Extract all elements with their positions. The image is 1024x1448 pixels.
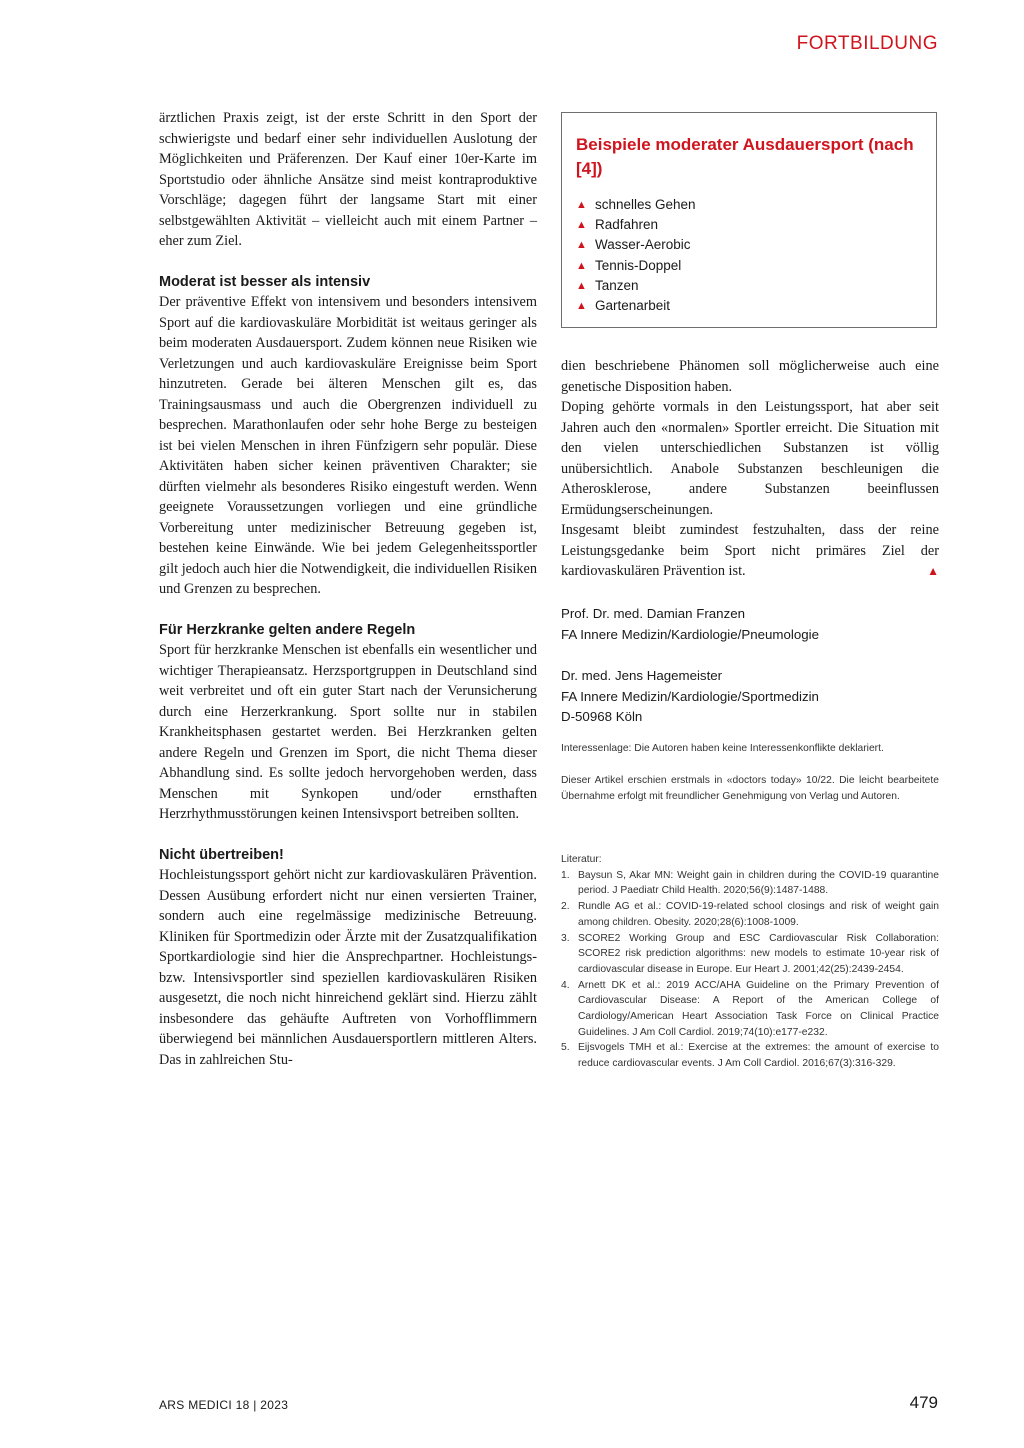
triangle-bullet-icon: ▲ <box>576 219 587 232</box>
reference-item: 3. SCORE2 Working Group and ESC Cardiovascular Risk Collaboration: SCORE2 risk prediction algorithms: new models to estimate 10-year risk of cardiovascular disease in Europe. Eur Heart J. 2001;42(25):2439-2454. <box>561 932 939 975</box>
paragraph-moderat: Der präventive Effekt von intensivem und besonders intensivem Sport auf die kardiovaskuläre Morbidität ist weitaus geringer als beim moderaten Ausdauersport. Zudem können neue Risiken wie Verletzungen und auch kardiovaskuläre Ereignisse beim Sport hinzutreten. Gerade bei älteren Menschen gilt es, das Trainingsausmass und auch die Obergrenzen individuell zu besprechen. Marathonlaufen oder sehr hohe Berge zu besteigen ist bei vielen Menschen in ihren Fünfzigern sehr populär. Diese Aktivitäten haben sicher keinen präventiven Charakter; sie dürften vielmehr als besonderes Risiko eingestuft werden. Wenn geeignete Voraussetzungen vorliegen und eine gründliche Vorbereitung unter medizinischer Betreuung gegeben ist, bestehen keine Einwände. Wie bei jedem Gelegenheitssportler gilt jedoch auch hier die Notwendigkeit, die individuellen Risiken und Grenzen zu besprechen. <box>159 294 537 597</box>
paragraph-doping: Doping gehörte vormals in den Leistungssport, hat aber seit Jahren auch den «normalen» Sportler erreicht. Die Situation mit den vielen unterschiedlichen Substanzen ist völlig unübersichtlich. Anabole Substanzen beschleunigen die Atherosklerose, andere Substanzen beeinflussen Ermüdungserscheinungen. <box>561 399 939 518</box>
paragraph-phaenomen: dien beschriebene Phänomen soll möglicherweise auch eine genetische Disposition haben. <box>561 358 939 395</box>
conflict-note: Interessenlage: Die Autoren haben keine Interessenkonflikte deklariert. <box>561 743 884 754</box>
list-item: ▲ Radfahren <box>576 215 922 235</box>
authors-block <box>561 604 939 749</box>
author-name: Prof. Dr. med. Damian Franzen <box>561 606 746 621</box>
triangle-bullet-icon: ▲ <box>576 279 587 292</box>
author-role: FA Innere Medizin/Kardiologie/Sportmedizin <box>561 688 819 704</box>
list-item: ▲ Wasser-Aerobic <box>576 235 922 255</box>
reference-item: 2. Rundle AG et al.: COVID-19-related school closings and risk of weight gain among children. Obesity. 2020;28(6):1008-1009. <box>561 901 939 928</box>
paragraph-fazit: Insgesamt bleibt zumindest festzuhalten, dass der reine Leistungsgedanke beim Sport nicht primäres Ziel der kardiovaskulären Prävention ist. ▲ <box>561 520 939 582</box>
info-box-title: Beispiele moderater Ausdauersport (nach [4]) <box>576 135 914 178</box>
triangle-bullet-icon: ▲ <box>576 300 587 313</box>
literature-heading: Literatur: <box>561 854 602 865</box>
heading-moderat: Moderat ist besser als intensiv <box>159 273 371 290</box>
right-column <box>561 356 939 582</box>
reference-item: 5. Eijsvogels TMH et al.: Exercise at the extremes: the amount of exercise to reduce cardiovascular events. J Am Coll Cardiol. 2016;67(3):316-329. <box>561 1042 939 1070</box>
author-name: Dr. med. Jens Hagemeister <box>561 668 723 683</box>
reference-list <box>561 868 939 1072</box>
activity-list <box>576 195 922 316</box>
list-item: ▲ Gartenarbeit <box>576 296 922 316</box>
paragraph-nicht-uebertreiben: Hochleistungssport gehört nicht zur kardiovaskulären Prävention. Dessen Ausübung erfordert nicht nur einen versierten Trainer, sondern auch eine regelmässige medizinische Betreuung. Kliniken für Sportmedizin oder Ärzte mit der Zusatzqualifikation Sportkardiologie sind hier die Ansprechpartner. Hochleistungs- bzw. Intensivsportler sind speziellen kardiovaskulären Risiken ausgesetzt, die noch nicht hinreichend geklärt sind. Hierzu zählt insbesondere das gehäufte Auftreten von Vorhofflimmern überwiegend bei männlichen Ausdauersportlern mittleren Alters. Das in zahlreichen Stu- <box>159 867 537 1068</box>
page-number: 479 <box>909 1393 938 1412</box>
list-item: ▲ Tanzen <box>576 276 922 296</box>
origin-note: Dieser Artikel erschien erstmals in «doctors today» 10/22. Die leicht bearbeitete Übernahme erfolgt mit freundlicher Genehmigung von Verlag und Autoren. <box>561 775 939 802</box>
heading-nicht-uebertreiben: Nicht übertreiben! <box>159 846 284 863</box>
intro-paragraph: ärztlichen Praxis zeigt, ist der erste Schritt in den Sport der schwierigste und bedarf einer sehr individuellen Auslotung der Möglichkeiten und Präferenzen. Der Kauf einer 10er-Karte im Sportstudio oder ähnliche Ansätze sind meist kontraproduktive Vorschläge; dagegen führt der langsame Start mit einer selbstgewählten Aktivität – vielleicht auch mit einem Partner – eher zum Ziel. <box>159 110 537 249</box>
reference-item: 4. Arnett DK et al.: 2019 ACC/AHA Guideline on the Primary Prevention of Cardiovascular Disease: A Report of the American College of Cardiology/American Heart Association Task Force on Clinical Practice Guidelines. J Am Coll Cardiol. 2019;74(10):e177-e232. <box>561 979 939 1038</box>
list-item: ▲ schnelles Gehen <box>576 195 922 215</box>
list-item: ▲ Tennis-Doppel <box>576 256 922 276</box>
triangle-bullet-icon: ▲ <box>576 259 587 272</box>
reference-item: 1. Baysun S, Akar MN: Weight gain in children during the COVID-19 quarantine period. J Paediatr Child Health. 2020;56(9):1487-1488. <box>561 869 939 897</box>
triangle-bullet-icon: ▲ <box>576 239 587 252</box>
info-box <box>561 112 937 328</box>
author-role: FA Innere Medizin/Kardiologie/Pneumologie <box>561 626 819 642</box>
end-triangle-icon: ▲ <box>927 564 939 578</box>
heading-herzkranke: Für Herzkranke gelten andere Regeln <box>159 621 416 638</box>
journal-footer: ARS MEDICI 18 | 2023 <box>159 1398 289 1412</box>
author-city: D-50968 Köln <box>561 709 643 724</box>
paragraph-herzkranke: Sport für herzkranke Menschen ist ebenfalls ein wesentlicher und wichtiger Therapieansatz. Herzsportgruppen in Deutschland sind weit verbreitet und oft ein guter Start nach der Verunsicherung durch eine Herzerkrankung. Sport sollte nur in stabilen Krankheitsphasen gestartet werden. Bei Herzkranken gelten andere Regeln und Grenzen im Sport, die nicht Thema dieser Abhandlung sind. Es sollte jedoch hervorgehoben werden, dass Menschen mit Synkopen und/oder ernsthaften Herzrhythmusstörungen keinen Intensivsport betreiben sollten. <box>159 642 537 822</box>
triangle-bullet-icon: ▲ <box>576 199 587 211</box>
section-label: FORTBILDUNG <box>796 33 938 54</box>
literature-block <box>561 852 939 1072</box>
left-column <box>159 108 537 1070</box>
